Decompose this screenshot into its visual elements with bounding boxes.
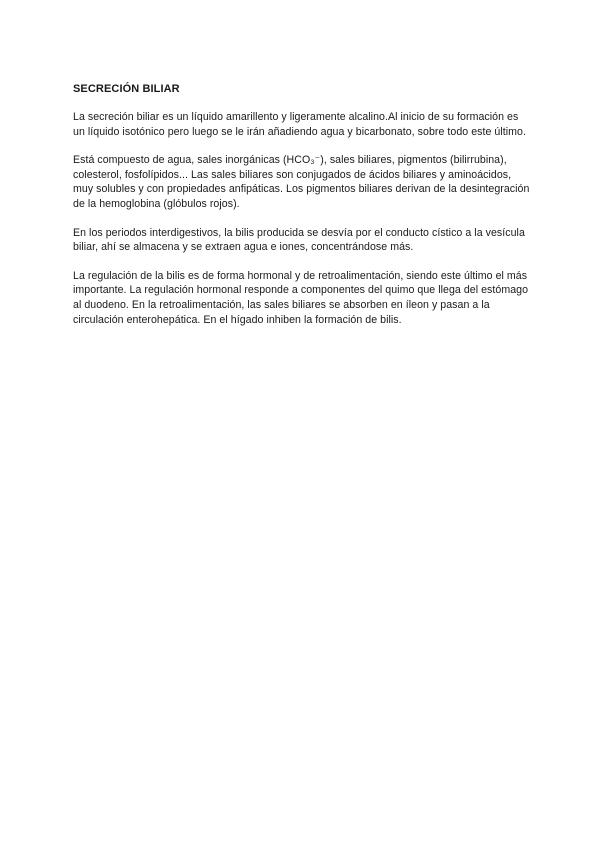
paragraph-regulation: La regulación de la bilis es de forma hormonal y de retroalimentación, siendo este último el más importante. La regulación hormonal responde a componentes del quimo que llega del estómago al duodeno. En la retroalimentación, las sales biliares se absorben en íleon y pasan a la circulación enterohepática. En el hígado inhiben la formación de bilis. xyxy=(73,269,529,326)
paragraph-intro: La secreción biliar es un líquido amarillento y ligeramente alcalino.Al inicio de su formación es un líquido isotónico pero luego se le irán añadiendo agua y bicarbonato, sobre todo este último. xyxy=(73,111,526,138)
document-title: SECRECIÓN BILIAR xyxy=(73,83,180,95)
paragraph-interdigestive: En los periodos interdigestivos, la bilis producida se desvía por el conducto cístico a la vesícula biliar, ahí se almacena y se extraen agua e iones, concentrándose más. xyxy=(73,226,525,254)
document-page xyxy=(73,82,531,341)
paragraph-composition: Está compuesto de agua, sales inorgánicas (HCO₃⁻), sales biliares, pigmentos (bilirrubina), colesterol, fosfolípidos... Las sales biliares son conjugados de ácidos biliares y aminoácidos, muy solubles y con propiedades anfipáticas. Los pigmentos biliares derivan de la desintegración de la hemoglobina (glóbulos rojos). xyxy=(73,154,530,210)
